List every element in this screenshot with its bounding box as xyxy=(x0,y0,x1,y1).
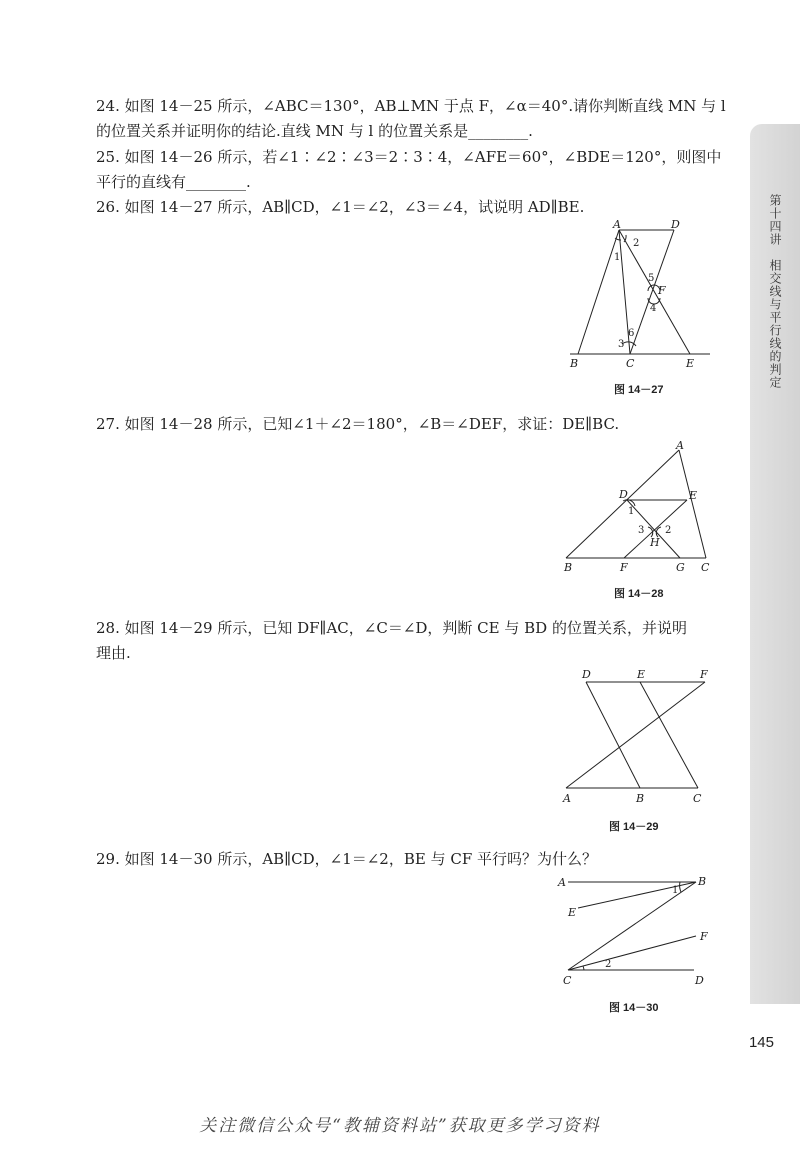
fig27-angle-6: 6 xyxy=(628,328,635,339)
figure-14-28-caption: 图 14－28 xyxy=(614,588,664,600)
fig28-label-D: D xyxy=(619,488,628,501)
fig28-angle-3: 3 xyxy=(638,525,645,536)
fig28-label-E: E xyxy=(689,489,698,502)
problem-24-line-1: 24. 如图 14－25 所示，∠ABC＝130°，AB⊥MN 于点 F，∠α＝40°.请你判断直线 MN 与 l xyxy=(96,97,726,115)
fig29-label-F: F xyxy=(700,668,708,681)
fig28-label-F: F xyxy=(620,561,628,574)
fig28-angle-2: 2 xyxy=(665,525,672,536)
fig30-angle-2: 2 xyxy=(605,959,612,970)
fig27-angle-3: 3 xyxy=(618,339,625,350)
problem-28-line-2: 理由. xyxy=(96,644,131,662)
fig27-label-F: F xyxy=(658,284,666,297)
chapter-title: 第十四讲 相交线与平行线的判定 xyxy=(768,194,782,389)
fig27-label-B: B xyxy=(570,357,579,370)
fig27-label-A: A xyxy=(613,218,621,231)
fig30-label-D: D xyxy=(695,974,704,987)
figure-14-27 xyxy=(560,218,720,374)
fig29-label-C: C xyxy=(693,792,702,804)
fig27-angle-2: 2 xyxy=(633,238,640,249)
fig30-label-B: B xyxy=(698,875,707,888)
problem-27-line-1: 27. 如图 14－28 所示，已知∠1＋∠2＝180°，∠B＝∠DEF，求证：DE∥BC. xyxy=(96,415,620,433)
chapter-side-tab xyxy=(750,124,800,1004)
fig27-label-C: C xyxy=(626,357,635,370)
figure-14-28 xyxy=(560,440,720,576)
fig27-label-D: D xyxy=(671,218,680,231)
fig29-label-E: E xyxy=(637,668,646,681)
fig30-label-E: E xyxy=(568,906,577,919)
fig29-label-A: A xyxy=(563,792,571,804)
problem-25-line-1: 25. 如图 14－26 所示，若∠1∶∠2∶∠3＝2∶3∶4，∠AFE＝60°，∠BDE＝120°，则图中 xyxy=(96,148,722,166)
fig27-angle-1: 1 xyxy=(614,252,621,263)
fig28-label-A: A xyxy=(676,440,684,452)
problem-29-line-1: 29. 如图 14－30 所示，AB∥CD，∠1＝∠2，BE 与 CF 平行吗？为什么？ xyxy=(96,850,598,868)
fig30-label-F: F xyxy=(700,930,708,943)
fig28-label-H: H xyxy=(650,536,660,549)
footer-note: 关注微信公众号“教辅资料站”获取更多学习资料 xyxy=(199,1116,601,1136)
fig29-label-D: D xyxy=(582,668,591,681)
page-number: 145 xyxy=(748,1034,774,1051)
fig28-angle-1: 1 xyxy=(628,506,635,517)
figure-14-30-caption: 图 14－30 xyxy=(609,1002,659,1014)
problem-24-line-2: 的位置关系并证明你的结论.直线 MN 与 l 的位置关系是________. xyxy=(96,122,533,140)
fig27-label-E: E xyxy=(686,357,695,370)
problem-28-line-1: 28. 如图 14－29 所示，已知 DF∥AC，∠C＝∠D，判断 CE 与 BD 的位置关系，并说明 xyxy=(96,619,687,637)
fig30-label-A: A xyxy=(558,876,566,889)
fig30-angle-1: 1 xyxy=(672,885,679,896)
fig28-label-C: C xyxy=(701,561,710,574)
figure-14-27-caption: 图 14－27 xyxy=(614,384,664,396)
fig28-label-G: G xyxy=(676,561,685,574)
figure-14-29 xyxy=(560,664,720,804)
fig30-label-C: C xyxy=(563,974,572,987)
problem-26-line-1: 26. 如图 14－27 所示，AB∥CD，∠1＝∠2，∠3＝∠4，试说明 AD∥BE. xyxy=(96,198,585,216)
fig27-angle-4: 4 xyxy=(650,303,657,314)
fig28-label-B: B xyxy=(564,561,573,574)
figure-14-29-caption: 图 14－29 xyxy=(609,821,659,833)
fig29-label-B: B xyxy=(636,792,645,804)
problem-25-line-2: 平行的直线有________. xyxy=(96,173,251,191)
fig27-angle-5: 5 xyxy=(648,273,655,284)
figure-14-30 xyxy=(556,868,720,992)
